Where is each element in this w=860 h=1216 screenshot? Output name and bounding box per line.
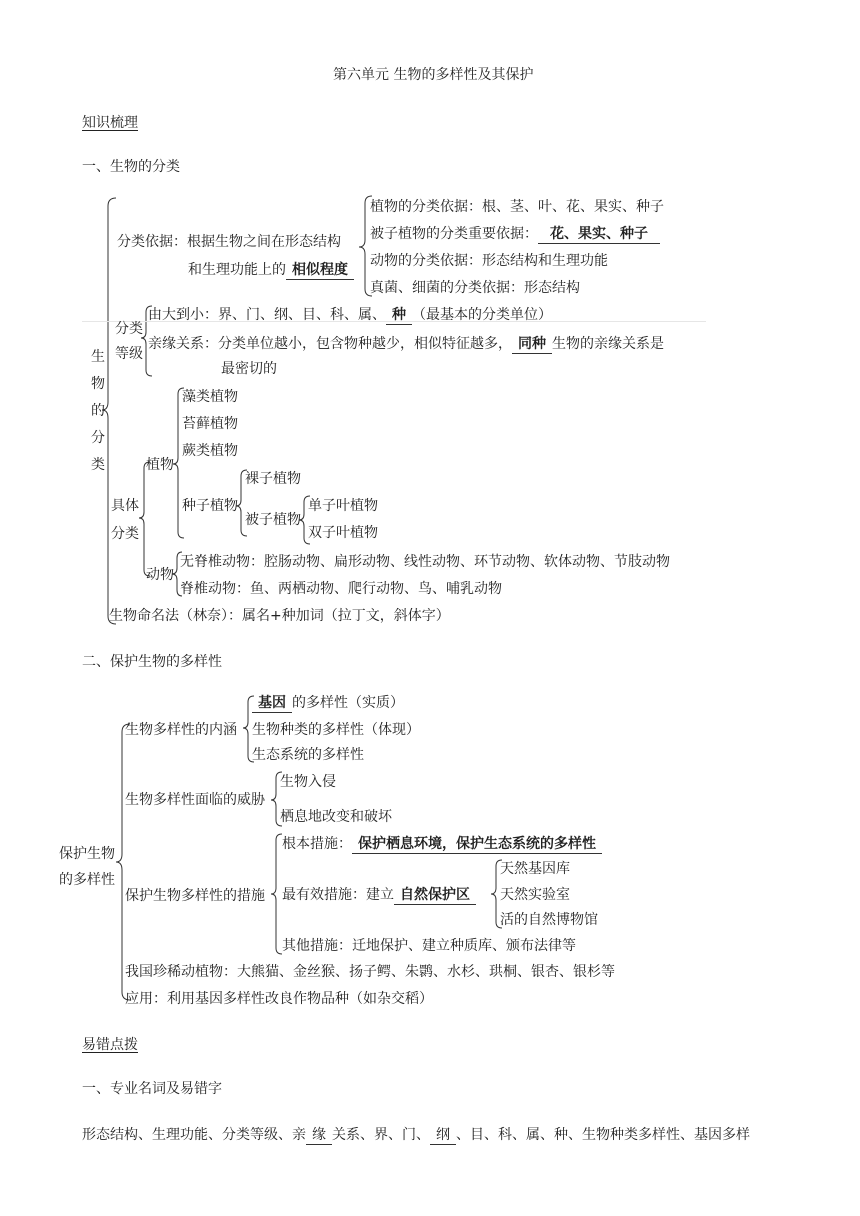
measure-other: 其他措施：迁地保护、建立种质库、颁布法律等	[282, 938, 576, 954]
rank-order-text: 由大到小：界、门、纲、目、科、属、	[148, 307, 386, 323]
brace-measures	[271, 834, 282, 954]
terms-blank-1: 缘	[306, 1126, 332, 1145]
protect-root-line2: 的多样性	[59, 872, 115, 888]
terms-text-1: 形态结构、生理功能、分类等级、亲	[82, 1127, 306, 1143]
plant-angio: 被子植物	[245, 512, 301, 528]
mistakes-subheading: 一、专业名词及易错字	[82, 1081, 222, 1097]
brace-plants	[173, 388, 184, 538]
basis-label-line1: 分类依据：根据生物之间在形态结构	[117, 234, 341, 250]
connotation-label: 生物多样性的内涵	[125, 722, 237, 738]
plant-mono: 单子叶植物	[308, 498, 378, 514]
connotation-gene-text: 的多样性（实质）	[292, 695, 404, 711]
threat-habitat: 栖息地改变和破坏	[280, 809, 392, 825]
protect-root-line1: 保护生物	[59, 846, 115, 862]
part2-heading: 二、保护生物的多样性	[82, 654, 222, 670]
mistakes-terms-line	[82, 1126, 750, 1145]
plant-fern: 蕨类植物	[182, 443, 238, 459]
animal-vert: 脊椎动物：鱼、两栖动物、爬行动物、鸟、哺乳动物	[180, 581, 502, 597]
rank-order-note: （最基本的分类单位）	[412, 307, 552, 323]
measure-effective-text: 最有效措施：建立	[282, 887, 394, 903]
basis-plant: 植物的分类依据：根、茎、叶、花、果实、种子	[370, 199, 664, 215]
plant-di: 双子叶植物	[308, 525, 378, 541]
basis-angio-text: 被子植物的分类重要依据：	[370, 226, 538, 242]
plant-gymno: 裸子植物	[245, 471, 301, 487]
basis-answer: 相似程度	[286, 261, 354, 280]
root-char: 生	[91, 349, 105, 365]
rank-order	[148, 306, 552, 325]
mistakes-heading: 易错点拨	[82, 1037, 138, 1053]
threat-invasion: 生物入侵	[280, 774, 336, 790]
connotation-species: 生物种类的多样性（体现）	[252, 722, 420, 738]
plants-label: 植物	[146, 457, 174, 473]
plant-seed: 种子植物	[182, 498, 238, 514]
connotation-gene-answer: 基因	[252, 694, 292, 713]
measure-basic-answer: 保护栖息环境，保护生态系统的多样性	[352, 835, 602, 854]
terms-text-2: 关系、界、门、	[332, 1127, 430, 1143]
root-char: 的	[91, 403, 105, 419]
naming-rule: 生物命名法（林奈）：属名+种加词（拉丁文，斜体字）	[109, 608, 450, 624]
rank-relation-answer: 同种	[512, 335, 552, 354]
basis-label-line2	[188, 261, 354, 280]
brace-root-protection	[116, 724, 130, 1000]
terms-blank-2: 纲	[430, 1126, 456, 1145]
animals-label: 动物	[146, 567, 174, 583]
rank-label-line2: 等级	[115, 346, 143, 362]
root-char: 类	[91, 457, 105, 473]
root-char: 物	[91, 376, 105, 392]
rank-relation	[148, 335, 664, 354]
part1-heading: 一、生物的分类	[82, 159, 180, 175]
root-classification-label	[90, 344, 106, 479]
root-char: 分	[91, 430, 105, 446]
specific-label-line2: 分类	[111, 526, 139, 542]
application: 应用：利用基因多样性改良作物品种（如杂交稻）	[125, 991, 433, 1007]
rank-relation-line2: 最密切的	[221, 361, 277, 377]
threats-label: 生物多样性面临的威胁	[125, 792, 265, 808]
basis-fungi: 真菌、细菌的分类依据：形态结构	[370, 280, 580, 296]
reserve-museum: 活的自然博物馆	[500, 912, 598, 928]
rank-relation-text: 亲缘关系：分类单位越小，包含物种越少，相似特征越多，	[148, 336, 512, 352]
connotation-gene	[252, 694, 404, 713]
basis-animal: 动物的分类依据：形态结构和生理功能	[370, 253, 608, 269]
measure-effective	[282, 886, 476, 905]
specific-label-line1: 具体	[111, 498, 139, 514]
terms-text-3: 、目、科、属、种、生物种类多样性、基因多样	[456, 1127, 750, 1143]
rank-order-answer: 种	[386, 306, 412, 325]
basis-angio	[370, 225, 660, 244]
knowledge-heading: 知识梳理	[82, 115, 138, 131]
page-title: 第六单元 生物的多样性及其保护	[333, 67, 534, 83]
basis-angio-answer: 花、果实、种子	[538, 225, 660, 244]
rank-relation-note: 生物的亲缘关系是	[552, 336, 664, 352]
measures-label: 保护生物多样性的措施	[125, 888, 265, 904]
connotation-eco: 生态系统的多样性	[252, 747, 364, 763]
measure-basic	[282, 835, 602, 854]
rank-label-line1: 分类	[115, 321, 143, 337]
plant-moss: 苔藓植物	[182, 416, 238, 432]
measure-basic-text: 根本措施：	[282, 836, 352, 852]
brace-specific	[139, 462, 150, 576]
plant-algae: 藻类植物	[182, 389, 238, 405]
reserve-gene-bank: 天然基因库	[500, 861, 570, 877]
animal-invert: 无脊椎动物：腔肠动物、扁形动物、线性动物、环节动物、软体动物、节肢动物	[180, 554, 670, 570]
basis-label-text: 和生理功能上的	[188, 262, 286, 278]
rare-species: 我国珍稀动植物：大熊猫、金丝猴、扬子鳄、朱鹮、水杉、珙桐、银杏、银杉等	[125, 964, 615, 980]
reserve-lab: 天然实验室	[500, 887, 570, 903]
measure-effective-answer: 自然保护区	[394, 886, 476, 905]
